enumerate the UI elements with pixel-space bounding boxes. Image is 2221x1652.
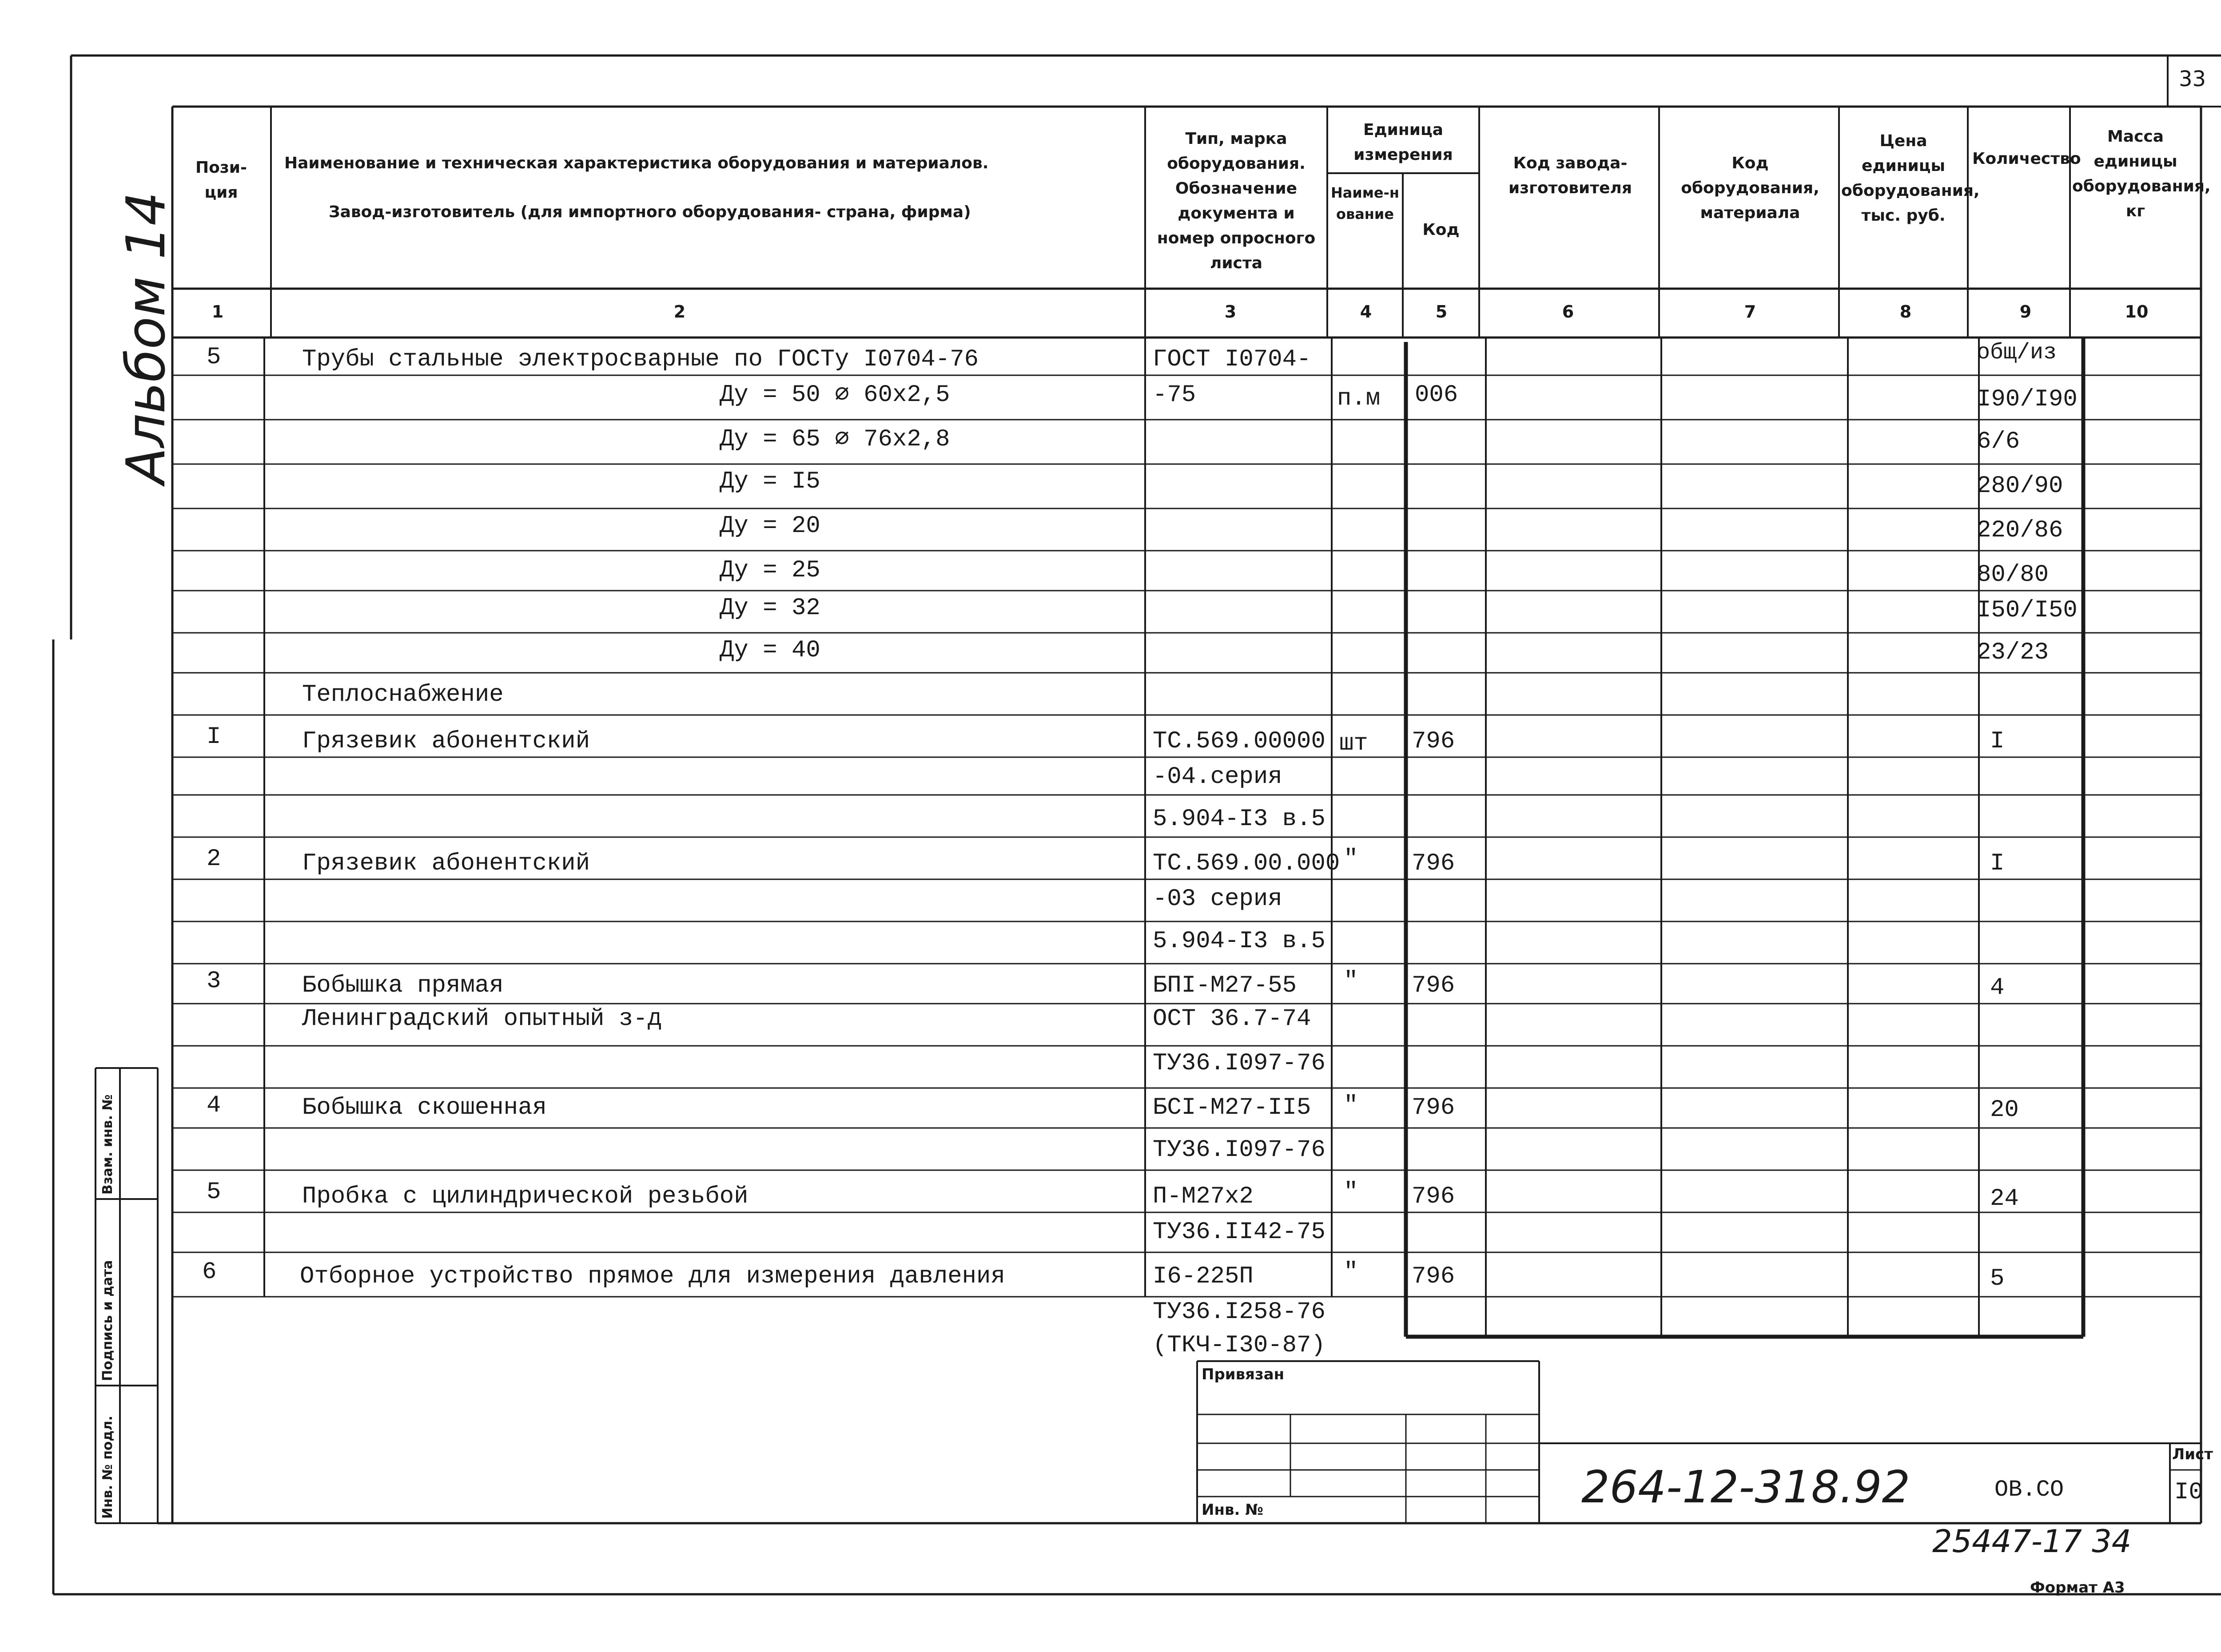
row-22-name: Отборное устройство прямое для измерения давления [300, 1263, 1005, 1290]
row-5-qty: 80/80 [1977, 561, 2049, 588]
row-12-name: Грязевик абонентский [302, 850, 590, 877]
header-name-line2: Завод-изготовитель (для импортного оборудования- страна, фирма) [329, 203, 971, 221]
row-22-pos: 6 [202, 1259, 217, 1286]
col-num-9: 9 [2019, 302, 2032, 322]
col-num-10: 10 [2125, 302, 2149, 322]
row-9-name: Грязевик абонентский [302, 728, 590, 755]
row-8-name: Теплоснабжение [302, 681, 504, 708]
row-9-type: ТС.569.00000 [1153, 728, 1325, 755]
row-20-code: 796 [1412, 1183, 1455, 1210]
row-20-name: Пробка с цилиндрической резьбой [302, 1183, 748, 1210]
side-sign-date: Подпись и дата [100, 1260, 115, 1381]
row-9-qty: I [1990, 728, 2005, 755]
row-9-code: 796 [1412, 728, 1455, 755]
row-1-type: -75 [1153, 381, 1196, 409]
row-1-code: 006 [1415, 381, 1458, 409]
side-inv-orig: Инв. № подл. [100, 1415, 115, 1519]
row-6-name: Ду = 32 [720, 595, 820, 622]
row-17-type: ТУ36.I097-76 [1153, 1050, 1325, 1077]
row-2-name: Ду = 65 ∅ 76х2,8 [720, 426, 950, 453]
row-21-type: ТУ36.II42-75 [1153, 1219, 1325, 1246]
page-number: 33 [2179, 67, 2206, 91]
row-16-name: Ленинградский опытный з-д [302, 1005, 662, 1032]
header-mass: Масса единицы оборудования, кг [2072, 127, 2211, 220]
header-price: Цена единицы оборудования, тыс. руб. [1841, 132, 1980, 225]
row-12-code: 796 [1412, 850, 1455, 877]
row-1-qty: I90/I90 [1977, 386, 2078, 413]
row-15-type: БПI-М27-55 [1153, 972, 1297, 999]
row-20-pos: 5 [207, 1179, 221, 1206]
header-equipment-code: Код оборудования, материала [1681, 154, 1819, 222]
row-0-pos: 5 [207, 344, 221, 371]
row-11-type: 5.904-I3 в.5 [1153, 806, 1325, 833]
row-20-unit: " [1344, 1179, 1358, 1206]
row-18-name: Бобышка скошенная [302, 1094, 547, 1121]
row-0-name: Трубы стальные электросварные по ГОСТу I0704-76 [302, 346, 979, 373]
row-6-qty: I50/I50 [1977, 597, 2078, 624]
stamp-linked-label: Привязан [1202, 1366, 1285, 1383]
header-unit-code: Код [1422, 221, 1460, 239]
row-12-unit: " [1344, 846, 1358, 873]
row-22-type: I6-225П [1153, 1263, 1254, 1290]
col-num-4: 4 [1360, 302, 1372, 322]
format-label: Формат А3 [2030, 1579, 2125, 1596]
sheet-number: I0 [2174, 1479, 2203, 1506]
bottom-number: 25447-17 34 [1932, 1523, 2132, 1560]
stamp-inv-label: Инв. № [1202, 1501, 1264, 1519]
row-22-qty: 5 [1990, 1265, 2005, 1292]
row-4-qty: 220/86 [1977, 517, 2063, 544]
row-2-qty: 6/6 [1977, 428, 2020, 455]
col-num-2: 2 [673, 302, 686, 322]
row-13-type: -03 серия [1153, 886, 1282, 913]
header-factory-code: Код завода-изготовителя [1508, 154, 1632, 197]
row-0-type: ГОСТ I0704- [1153, 346, 1311, 373]
row-12-qty: I [1990, 850, 2005, 877]
row-22-code: 796 [1412, 1263, 1455, 1290]
row-22-unit: " [1344, 1259, 1358, 1286]
row-9-unit: шт [1339, 730, 1368, 757]
row-18-unit: " [1344, 1092, 1358, 1119]
row-16-type: ОСТ 36.7-74 [1153, 1005, 1311, 1032]
row-4-name: Ду = 20 [720, 512, 820, 540]
note-below-table: (ТКЧ-I30-87) [1153, 1332, 1325, 1359]
row-19-type: ТУ36.I097-76 [1153, 1136, 1325, 1164]
col-num-7: 7 [1744, 302, 1756, 322]
row-15-pos: 3 [207, 968, 221, 995]
header-name: Наименование и техническая характеристика оборудования и материалов. [284, 154, 989, 172]
row-14-type: 5.904-I3 в.5 [1153, 928, 1325, 955]
col-num-5: 5 [1435, 302, 1448, 322]
row-18-code: 796 [1412, 1094, 1455, 1121]
row-15-unit: " [1344, 968, 1358, 995]
row-20-type: П-М27х2 [1153, 1183, 1254, 1210]
row-7-name: Ду = 40 [720, 637, 820, 664]
row-23-type: ТУ36.I258-76 [1153, 1299, 1325, 1326]
row-15-code: 796 [1412, 972, 1455, 999]
row-1-name: Ду = 50 ∅ 60х2,5 [720, 381, 950, 409]
col-num-3: 3 [1224, 302, 1237, 322]
row-9-pos: I [207, 723, 221, 751]
sheet-label: Лист [2172, 1446, 2213, 1463]
header-unit-name: Наиме-нование [1330, 184, 1400, 222]
row-10-type: -04.серия [1153, 763, 1282, 790]
sheet-code: ОВ.СО [1994, 1477, 2064, 1503]
row-15-name: Бобышка прямая [302, 972, 504, 999]
col-num-6: 6 [1562, 302, 1574, 322]
col-num-1: 1 [211, 302, 224, 322]
row-3-qty: 280/90 [1977, 473, 2063, 500]
row-18-pos: 4 [207, 1092, 221, 1119]
row-18-qty: 20 [1990, 1096, 2019, 1124]
row-15-qty: 4 [1990, 974, 2005, 1001]
album-label: Альбом 14 [115, 191, 177, 484]
row-1-unit: п.м [1337, 385, 1381, 412]
header-quantity: Количество [1972, 150, 2081, 168]
row-12-pos: 2 [207, 846, 221, 873]
header-unit-group: Единица измерения [1353, 121, 1453, 164]
row-0-qty: общ/из [1977, 340, 2057, 365]
row-20-qty: 24 [1990, 1185, 2019, 1212]
side-vzam: Взам. инв. № [100, 1094, 115, 1195]
row-3-name: Ду = I5 [720, 468, 820, 495]
row-12-type: ТС.569.00.000 [1153, 850, 1340, 877]
header-position: Пози- ция [195, 159, 247, 202]
row-7-qty: 23/23 [1977, 639, 2049, 666]
header-type: Тип, марка оборудования. Обозначение документа и номер опросного листа [1157, 130, 1316, 272]
col-num-8: 8 [1899, 302, 1912, 322]
row-18-type: БСI-М27-II5 [1153, 1094, 1311, 1121]
document-code: 264-12-318.92 [1581, 1461, 1911, 1513]
row-5-name: Ду = 25 [720, 557, 820, 584]
